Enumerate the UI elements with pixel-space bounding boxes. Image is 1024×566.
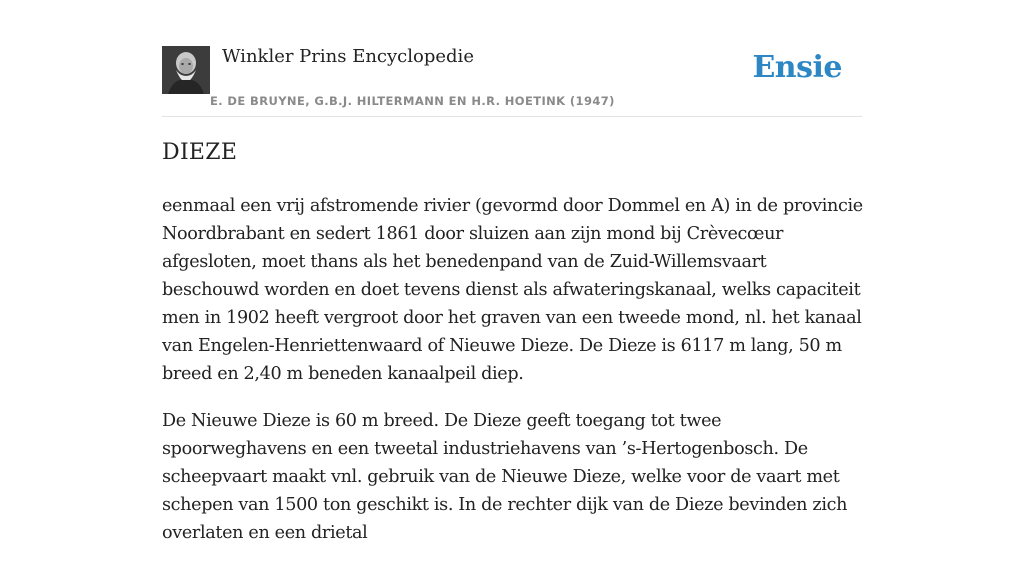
author-portrait-icon [162, 46, 210, 94]
entry-paragraph: De Nieuwe Dieze is 60 m breed. De Dieze geeft toegang tot twee spoorweghavens en een tweetal industriehavens van ’s-Hertogenbosch. De scheepvaart maakt vnl. gebruik van de Nieuwe Dieze, welke voor de vaart met schepen van 1500 ton geschikt is. In de rechter dijk van de Dieze bevinden zich overlaten en een drietal [162, 411, 848, 543]
ensie-logo-link[interactable]: Ensie [752, 50, 842, 85]
entry-title: DIEZE [162, 140, 238, 165]
source-header [162, 40, 862, 117]
source-title[interactable]: Winkler Prins Encyclopedie [222, 46, 474, 67]
authors-line: E. DE BRUYNE, G.B.J. HILTERMANN EN H.R. HOETINK (1947) [210, 94, 615, 108]
author-avatar[interactable] [162, 46, 210, 94]
entry-paragraph: eenmaal een vrij afstromende rivier (gevormd door Dommel en A) in de provincie Noordbrabant en sedert 1861 door sluizen aan zijn mond bij Crèvecœur afgesloten, moet thans als het benedenpand van de Zuid-Willemsvaart beschouwd worden en doet tevens dienst als afwateringskanaal, welks capaciteit men in 1902 heeft vergroot door het graven van een tweede mond, nl. het kanaal van Engelen-Henriettenwaard of Nieuwe Dieze. De Dieze is 6117 m lang, 50 m breed en 2,40 m beneden kanaalpeil diep. [162, 196, 863, 384]
entry-body [162, 192, 866, 566]
